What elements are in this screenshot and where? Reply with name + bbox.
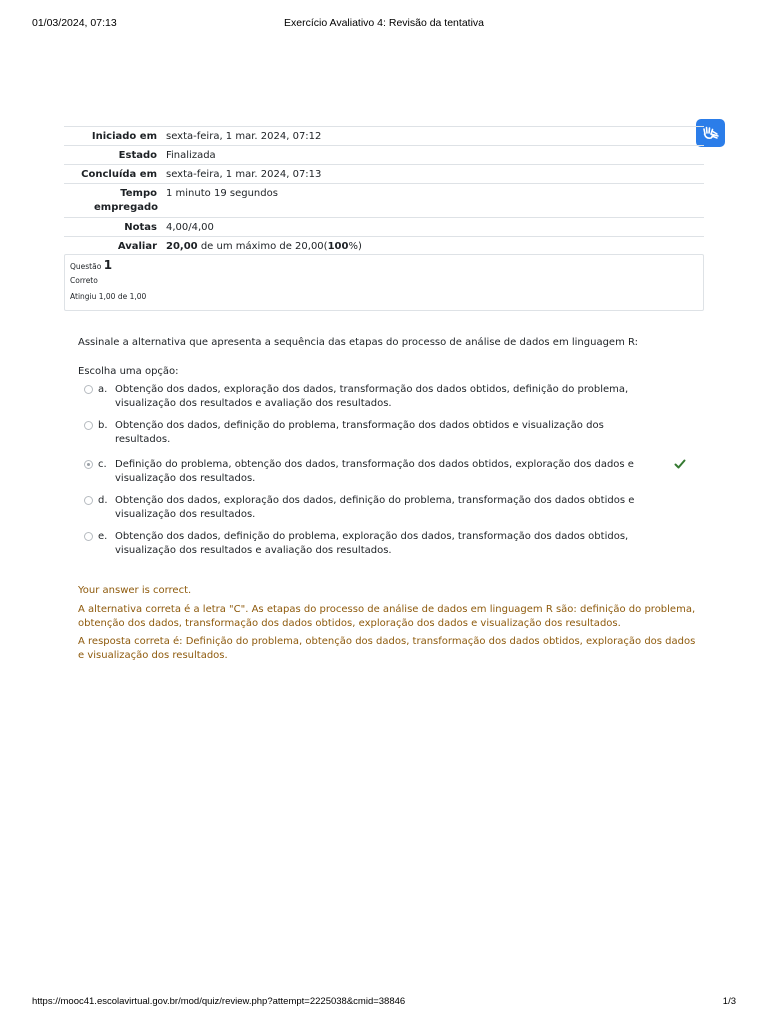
print-footer [32,996,736,1010]
hand-sign-language-icon [702,125,720,141]
summary-label: Concluída em [81,169,157,180]
radio-button[interactable] [84,385,93,394]
radio-button[interactable] [84,421,93,430]
answer-prompt: Escolha uma opção: [78,366,179,377]
summary-value: sexta-feira, 1 mar. 2024, 07:12 [166,131,322,142]
answer-text: Obtenção dos dados, exploração dos dados, transformação dos dados obtidos, definição do problema, visualização dos resultados e avaliação dos resultados. [115,384,629,409]
summary-row-grade [64,236,704,255]
grade-value [164,239,704,253]
radio-button-selected[interactable] [84,460,93,469]
summary-row [64,164,704,183]
grade-score: 20,00 [166,241,198,252]
answer-text: Obtenção dos dados, definição do problema, transformação dos dados obtidos e visualização dos resultados. [115,420,604,445]
question-grade: Atingiu 1,00 de 1,00 [70,292,147,301]
question-number-value: 1 [103,258,113,272]
correct-check-icon [674,458,686,470]
grade-suffix: %) [348,241,362,252]
summary-row [64,145,704,164]
print-date: 01/03/2024, 07:13 [32,17,117,29]
answer-option-e[interactable] [84,530,704,558]
summary-label: Notas [124,222,157,233]
answer-letter: d. [98,495,108,506]
question-state: Correto [70,276,98,285]
summary-row [64,126,704,145]
answer-option-c[interactable] [84,458,704,486]
answer-text: Obtenção dos dados, exploração dos dados, definição do problema, transformação dos dados obtidos e visualização dos resultados. [115,495,635,520]
print-page-number: 1/3 [722,996,736,1007]
answer-text: Definição do problema, obtenção dos dados, transformação dos dados obtidos, exploração dos dados e visualização dos resultados. [115,459,634,484]
feedback-section [78,584,698,667]
print-header [32,17,736,31]
grade-middle: de um máximo de 20,00( [197,241,328,252]
summary-value: 1 minuto 19 segundos [166,188,278,199]
answer-text: Obtenção dos dados, definição do problema, exploração dos dados, transformação dos dados obtidos, visualização dos resultados e avaliação dos resultados. [115,531,629,556]
attempt-summary-table [64,126,704,255]
answer-options [84,383,704,566]
grade-percent: 100 [327,241,349,252]
summary-row [64,217,704,236]
feedback-status: Your answer is correct. [78,585,192,596]
summary-label: Tempo empregado [94,188,159,213]
print-url: https://mooc41.escolavirtual.gov.br/mod/quiz/review.php?attempt=2225038&cmid=38846 [32,996,406,1007]
answer-option-b[interactable] [84,419,704,447]
feedback-general: A alternativa correta é a letra "C". As etapas do processo de análise de dados em linguagem R são: definição do problema, obtenção dos dados, transformação dos dados obtidos, exploração dos dados e visualização dos resultados. [78,604,696,629]
summary-label: Estado [118,150,157,161]
answer-letter: c. [98,459,107,470]
answer-letter: e. [98,531,108,542]
answer-option-a[interactable] [84,383,704,411]
print-title: Exercício Avaliativo 4: Revisão da tentativa [284,17,484,29]
summary-value: 4,00/4,00 [166,222,214,233]
summary-label: Iniciado em [91,131,157,142]
question-text: Assinale a alternativa que apresenta a sequência das etapas do processo de análise de dados em linguagem R: [78,337,639,348]
summary-value: sexta-feira, 1 mar. 2024, 07:13 [166,169,322,180]
grade-label: Avaliar [117,241,157,252]
answer-letter: a. [98,384,108,395]
radio-button[interactable] [84,532,93,541]
radio-button[interactable] [84,496,93,505]
feedback-right-answer: A resposta correta é: Definição do problema, obtenção dos dados, transformação dos dados obtidos, exploração dos dados e visualização dos resultados. [78,636,696,661]
answer-letter: b. [98,420,108,431]
question-prefix: Questão [70,262,102,271]
summary-row [64,183,704,217]
question-info-box [64,254,704,311]
question-number [70,259,698,274]
summary-value: Finalizada [166,150,216,161]
answer-option-d[interactable] [84,494,704,522]
